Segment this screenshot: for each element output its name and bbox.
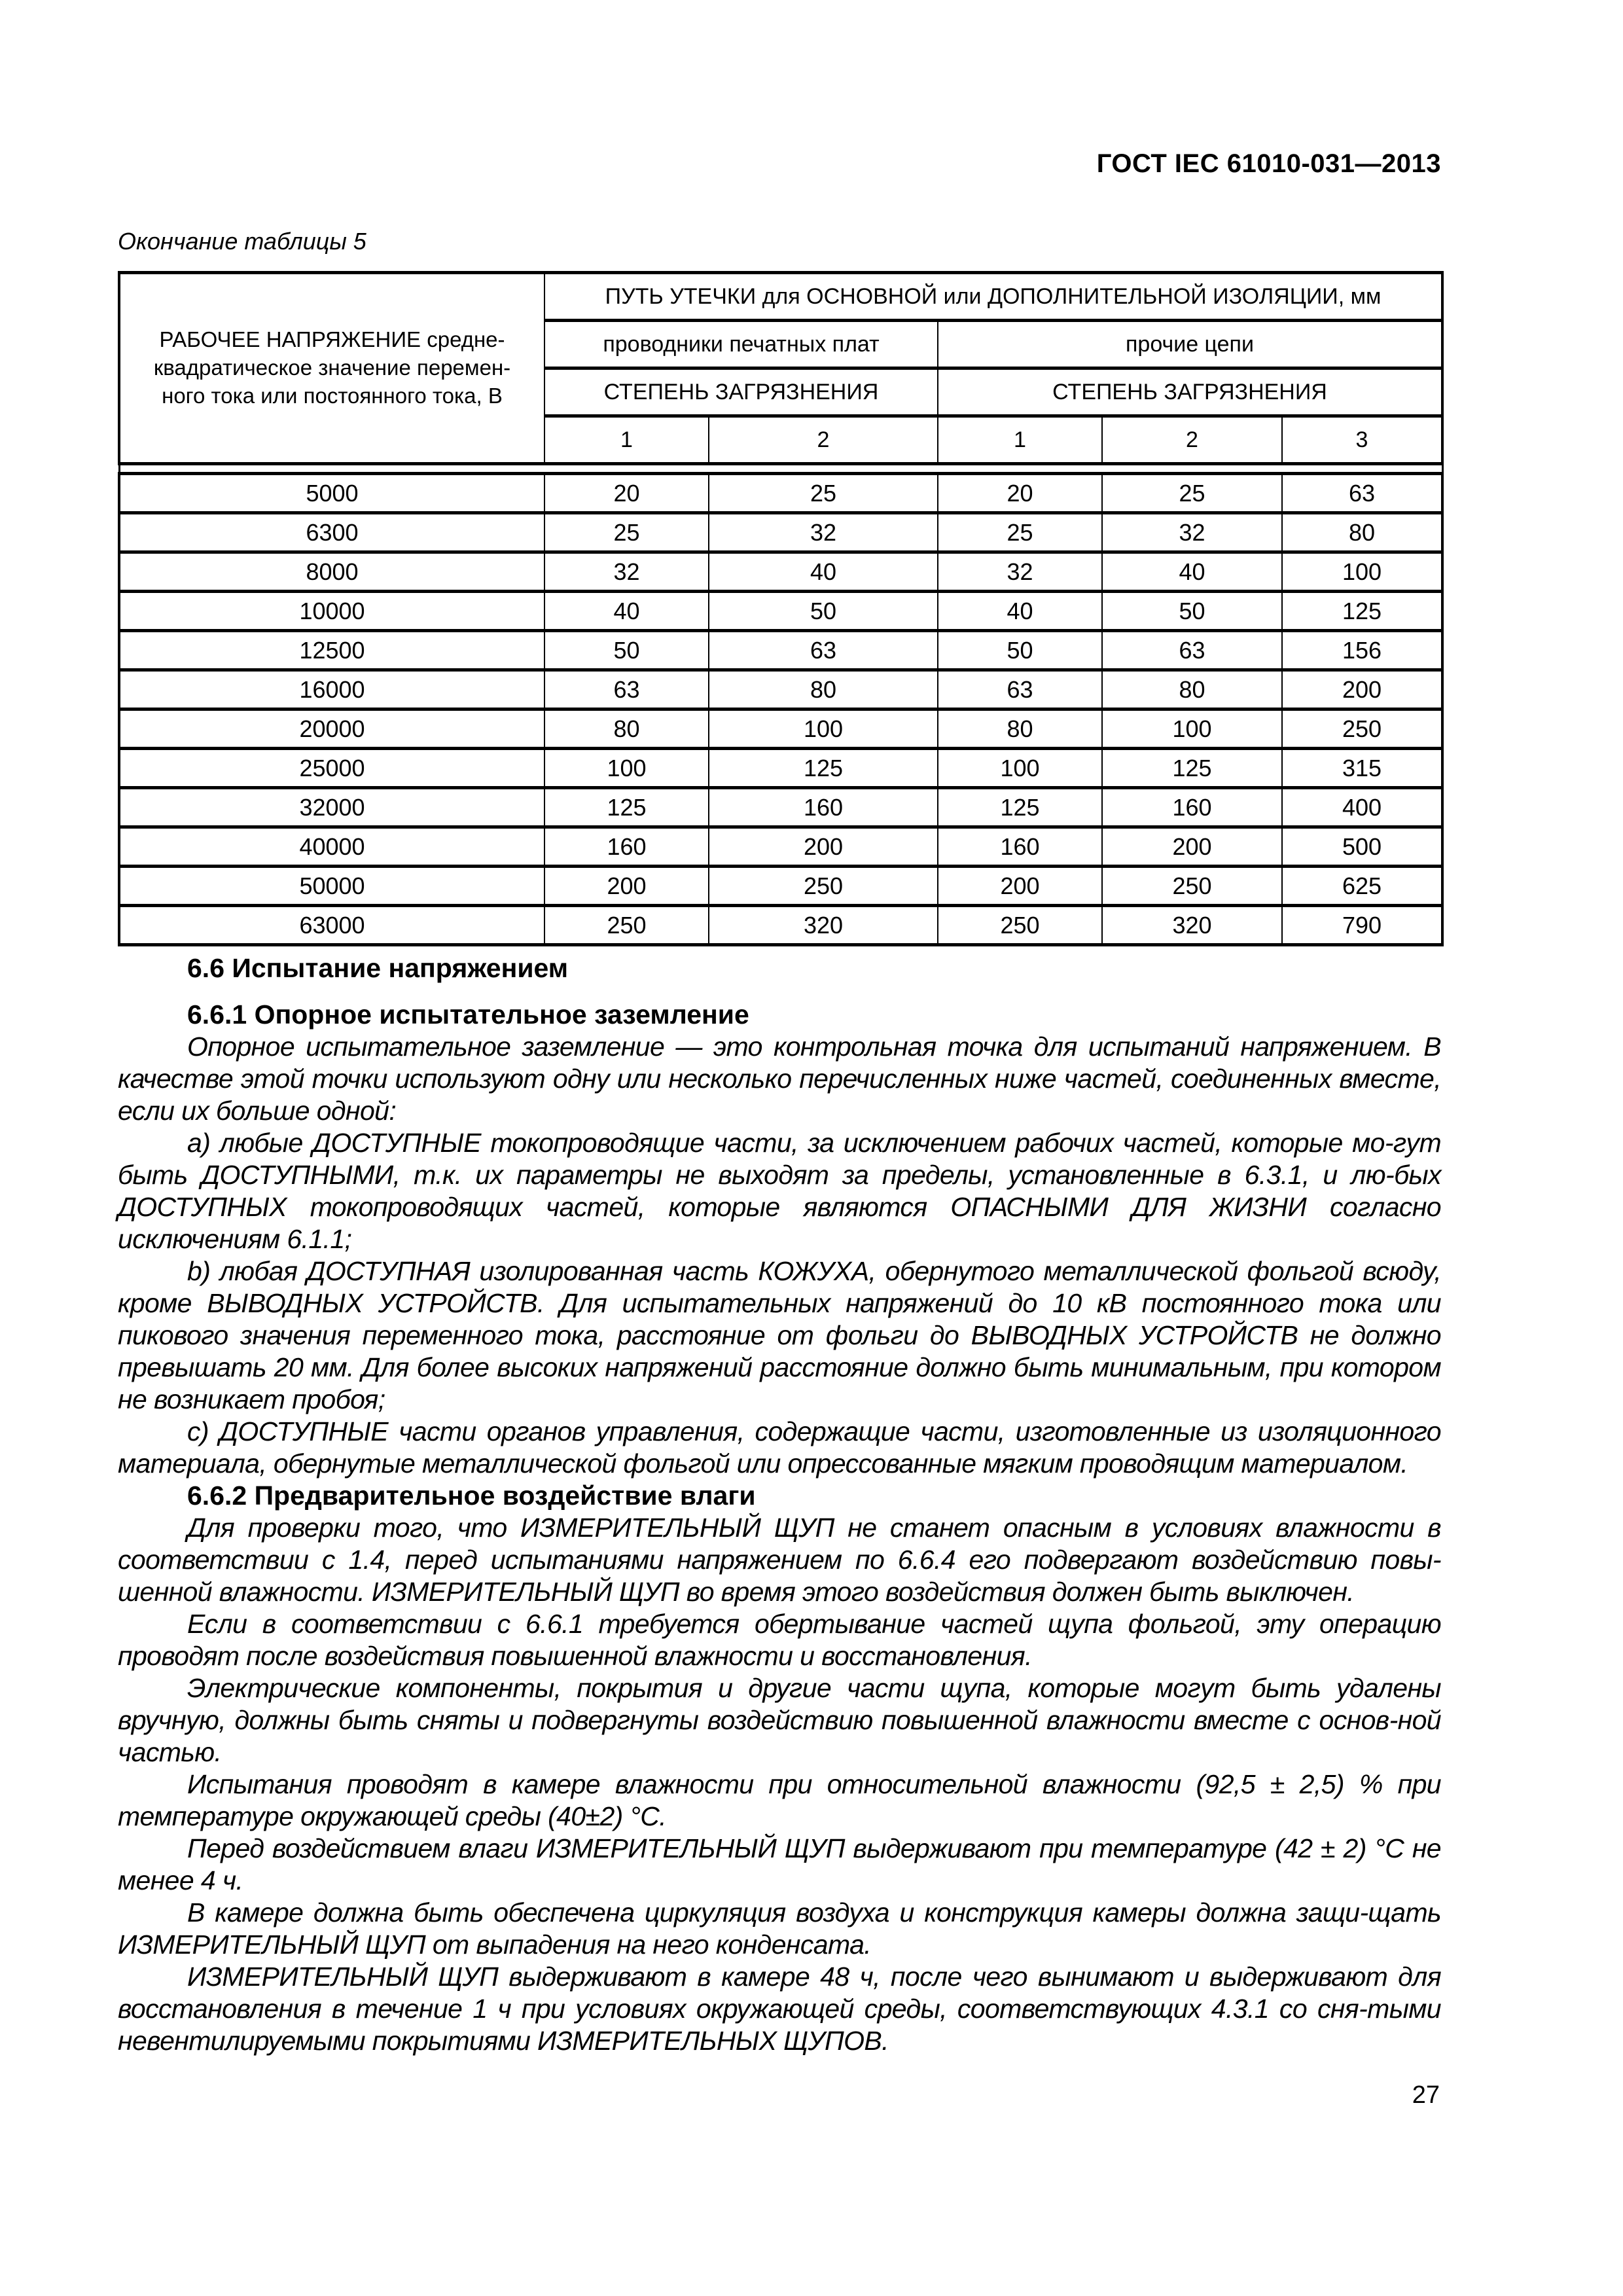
creepage-header: ПУТЬ УТЕЧКИ для ОСНОВНОЙ или ДОПОЛНИТЕЛЬНОЙ ИЗОЛЯЦИИ, мм (544, 273, 1442, 321)
table-row (119, 631, 1442, 670)
table-row (119, 670, 1442, 709)
value-cell: 200 (544, 867, 709, 906)
table-row (119, 552, 1442, 592)
value-cell: 100 (709, 709, 938, 749)
degree-col-header: 1 (938, 416, 1102, 464)
degree-col-header: 2 (1102, 416, 1282, 464)
table-row (119, 709, 1442, 749)
table-row (119, 513, 1442, 552)
value-cell: 100 (938, 749, 1102, 788)
table-row (119, 592, 1442, 631)
table-row (119, 788, 1442, 827)
value-cell: 125 (544, 788, 709, 827)
value-cell: 100 (1102, 709, 1282, 749)
list-item-b: b) любая ДОСТУПНАЯ изолированная часть КОЖУХА, обернутого металлической фольгой всюду, кроме ВЫВОДНЫХ УСТРОЙСТВ. Для испытательных напряжений до 10 кВ постоянного тока или пикового значения переменного тока, расстояние от фольги до ВЫВОДНЫХ УСТРОЙСТВ не должно превышать 20 мм. Для более высоких напряжений расстояние должно быть минимальным, при котором не возникает пробоя; (118, 1256, 1441, 1414)
paragraph: Электрические компоненты, покрытия и другие части щупа, которые могут быть удалены вручную, должны быть сняты и подвергнуты воздействию повышенной влажности вместе с основ-ной частью. (118, 1673, 1441, 1767)
value-cell: 200 (1282, 670, 1442, 709)
list-item-a: a) любые ДОСТУПНЫЕ токопроводящие части, за исключением рабочих частей, которые мо-гут быть ДОСТУПНЫМИ, т.к. их параметры не выходят за пределы, установленные в 6.3.1, и лю-бых ДОСТУПНЫХ токопроводящих частей, которые являются ОПАСНЫМИ ДЛЯ ЖИЗНИ согласно исключениям 6.1.1; (118, 1128, 1441, 1254)
value-cell: 40 (1102, 552, 1282, 592)
table-caption: Окончание таблицы 5 (118, 228, 366, 255)
table-row (119, 474, 1442, 513)
voltage-cell: 8000 (119, 552, 544, 592)
value-cell: 50 (1102, 592, 1282, 631)
value-cell: 160 (709, 788, 938, 827)
voltage-cell: 16000 (119, 670, 544, 709)
section-heading-6-6-2: 6.6.2 Предварительное воздействие влаги (187, 1480, 756, 1511)
degree-col-header: 3 (1282, 416, 1442, 464)
value-cell: 156 (1282, 631, 1442, 670)
degree-col-header: 1 (544, 416, 709, 464)
value-cell: 20 (544, 474, 709, 513)
value-cell: 25 (1102, 474, 1282, 513)
value-cell: 80 (544, 709, 709, 749)
value-cell: 250 (1102, 867, 1282, 906)
paragraph: Для проверки того, что ИЗМЕРИТЕЛЬНЫЙ ЩУП не станет опасным в условиях влажности в соответствии с 1.4, перед испытаниями напряжением по 6.6.4 его подвергают воздействию повы-шенной влажности. ИЗМЕРИТЕЛЬНЫЙ ЩУП во время этого воздействия должен быть выключен. (118, 1513, 1441, 1607)
value-cell: 32 (1102, 513, 1282, 552)
value-cell: 80 (709, 670, 938, 709)
value-cell: 250 (544, 906, 709, 945)
paragraph: ИЗМЕРИТЕЛЬНЫЙ ЩУП выдерживают в камере 48 ч, после чего вынимают и выдерживают для восстановления в течение 1 ч при условиях окружающей среды, соответствующих 4.3.1 со сня-тыми невентилируемыми покрытиями ИЗМЕРИТЕЛЬНЫХ ЩУПОВ. (118, 1962, 1441, 2056)
value-cell: 320 (1102, 906, 1282, 945)
value-cell: 63 (544, 670, 709, 709)
paragraph: В камере должна быть обеспечена циркуляция воздуха и конструкция камеры должна защи-щать ИЗМЕРИТЕЛЬНЫЙ ЩУП от выпадения на него конденсата. (118, 1897, 1441, 1960)
table-row (119, 827, 1442, 867)
value-cell: 250 (938, 906, 1102, 945)
voltage-cell: 20000 (119, 709, 544, 749)
value-cell: 200 (1102, 827, 1282, 867)
header-separator (119, 464, 1442, 474)
value-cell: 125 (709, 749, 938, 788)
value-cell: 50 (709, 592, 938, 631)
working-voltage-header: РАБОЧЕЕ НАПРЯЖЕНИЕ средне-квадратическое значение перемен-ного тока или постоянного тока, В (119, 273, 544, 464)
value-cell: 50 (938, 631, 1102, 670)
voltage-cell: 63000 (119, 906, 544, 945)
document-body (118, 952, 1441, 2057)
value-cell: 40 (938, 592, 1102, 631)
value-cell: 100 (1282, 552, 1442, 592)
value-cell: 160 (938, 827, 1102, 867)
pollution-degree-header: СТЕПЕНЬ ЗАГРЯЗНЕНИЯ (544, 368, 938, 416)
voltage-cell: 6300 (119, 513, 544, 552)
page-number: 27 (1412, 2081, 1440, 2109)
value-cell: 200 (709, 827, 938, 867)
value-cell: 125 (938, 788, 1102, 827)
value-cell: 250 (709, 867, 938, 906)
creepage-distance-table (118, 271, 1444, 946)
section-heading-6-6-1: 6.6.1 Опорное испытательное заземление (187, 999, 749, 1030)
value-cell: 500 (1282, 827, 1442, 867)
value-cell: 315 (1282, 749, 1442, 788)
value-cell: 160 (1102, 788, 1282, 827)
value-cell: 32 (938, 552, 1102, 592)
value-cell: 80 (1102, 670, 1282, 709)
voltage-cell: 50000 (119, 867, 544, 906)
table-header-row (119, 273, 1442, 321)
table-row (119, 906, 1442, 945)
value-cell: 63 (938, 670, 1102, 709)
value-cell: 32 (709, 513, 938, 552)
table-row (119, 867, 1442, 906)
value-cell: 25 (544, 513, 709, 552)
value-cell: 200 (938, 867, 1102, 906)
voltage-cell: 32000 (119, 788, 544, 827)
value-cell: 160 (544, 827, 709, 867)
value-cell: 63 (1102, 631, 1282, 670)
value-cell: 25 (709, 474, 938, 513)
value-cell: 80 (938, 709, 1102, 749)
voltage-cell: 40000 (119, 827, 544, 867)
value-cell: 320 (709, 906, 938, 945)
value-cell: 125 (1102, 749, 1282, 788)
value-cell: 125 (1282, 592, 1442, 631)
value-cell: 100 (544, 749, 709, 788)
paragraph: Испытания проводят в камере влажности при относительной влажности (92,5 ± 2,5) % при температуре окружающей среды (40±2) °С. (118, 1769, 1441, 1831)
voltage-cell: 10000 (119, 592, 544, 631)
voltage-cell: 5000 (119, 474, 544, 513)
value-cell: 63 (1282, 474, 1442, 513)
standard-id-header: ГОСТ IEC 61010-031—2013 (1096, 149, 1441, 178)
voltage-cell: 12500 (119, 631, 544, 670)
paragraph: Опорное испытательное заземление — это контрольная точка для испытаний напряжением. В качестве этой точки используют одну или несколько перечисленных ниже частей, соединенных вместе, если их больше одной: (118, 1031, 1441, 1126)
paragraph: Перед воздействием влаги ИЗМЕРИТЕЛЬНЫЙ ЩУП выдерживают при температуре (42 ± 2) °С не менее 4 ч. (118, 1833, 1441, 1895)
paragraph: Если в соответствии с 6.6.1 требуется обертывание частей щупа фольгой, эту операцию проводят после воздействия повышенной влажности и восстановления. (118, 1609, 1441, 1671)
value-cell: 40 (709, 552, 938, 592)
table-row (119, 749, 1442, 788)
value-cell: 50 (544, 631, 709, 670)
pollution-degree-header: СТЕПЕНЬ ЗАГРЯЗНЕНИЯ (938, 368, 1442, 416)
other-circuits-header: прочие цепи (938, 321, 1442, 368)
value-cell: 40 (544, 592, 709, 631)
value-cell: 80 (1282, 513, 1442, 552)
value-cell: 625 (1282, 867, 1442, 906)
value-cell: 25 (938, 513, 1102, 552)
value-cell: 400 (1282, 788, 1442, 827)
value-cell: 250 (1282, 709, 1442, 749)
degree-col-header: 2 (709, 416, 938, 464)
voltage-cell: 25000 (119, 749, 544, 788)
value-cell: 63 (709, 631, 938, 670)
value-cell: 20 (938, 474, 1102, 513)
section-heading-6-6: 6.6 Испытание напряжением (187, 953, 569, 983)
pcb-conductors-header: проводники печатных плат (544, 321, 938, 368)
value-cell: 32 (544, 552, 709, 592)
list-item-c: c) ДОСТУПНЫЕ части органов управления, содержащие части, изготовленные из изоляционного материала, обернутые металлической фольгой или опрессованные мягким проводящим материалом. (118, 1416, 1441, 1479)
value-cell: 790 (1282, 906, 1442, 945)
